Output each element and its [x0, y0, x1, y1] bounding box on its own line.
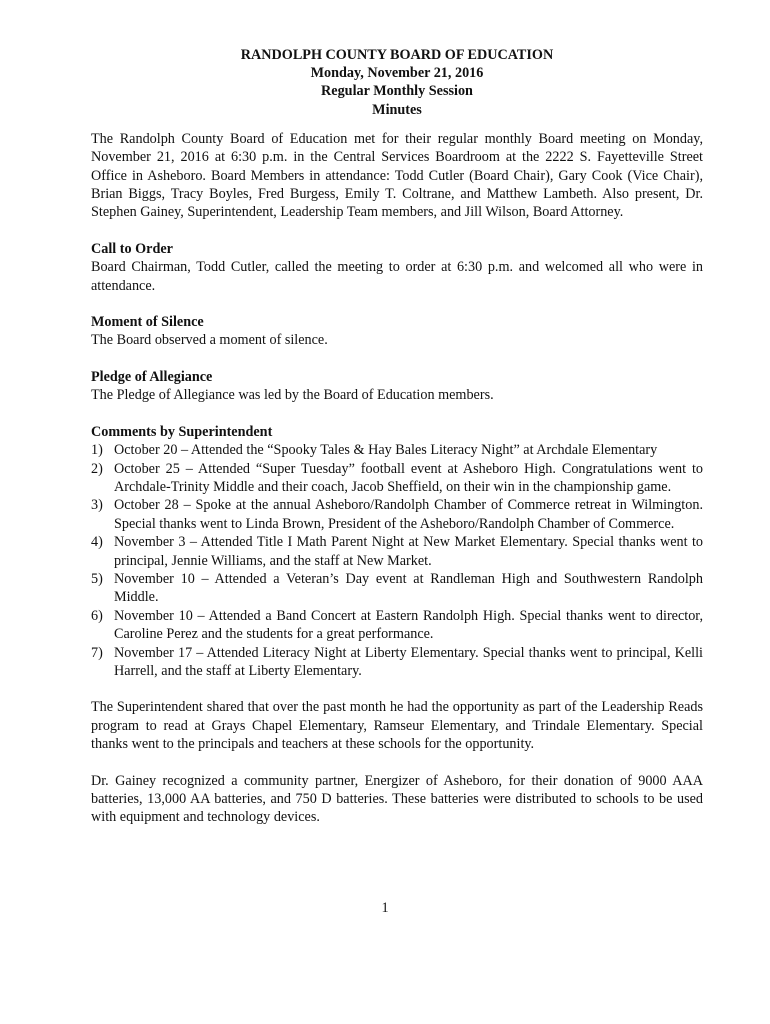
document-header: [91, 46, 703, 119]
section-body: Board Chairman, Todd Cutler, called the meeting to order at 6:30 p.m. and welcomed all who were in attendance.: [91, 259, 703, 294]
list-item: [91, 460, 703, 497]
list-item: [91, 644, 703, 681]
section-moment-of-silence: [91, 313, 703, 350]
section-heading: Pledge of Allegiance: [91, 368, 213, 385]
intro-paragraph: The Randolph County Board of Education met for their regular monthly Board meeting on Monday, November 21, 2016 at 6:30 p.m. in the Central Services Boardroom at the 2222 S. Fayetteville Street Office in Asheboro. Board Members in attendance: Todd Cutler (Board Chair), Gary Cook (Vice Chair), Brian Biggs, Tracy Boyles, Fred Burgess, Emily T. Coltrane, and Matthew Lambeth. Also present, Dr. Stephen Gainey, Superintendent, Leadership Team members, and Jill Wilson, Board Attorney.: [91, 130, 703, 221]
document-page: [91, 46, 703, 827]
list-item: [91, 533, 703, 570]
list-item-text: November 10 – Attended a Band Concert at Eastern Randolph High. Special thanks went to director, Caroline Perez and the students for a great performance.: [114, 607, 703, 643]
comments-list: [91, 441, 703, 680]
list-item-text: October 25 – Attended “Super Tuesday” football event at Asheboro High. Congratulations went to Archdale-Trinity Middle and their coach, Jacob Sheffield, on their win in the championship game.: [114, 460, 703, 495]
list-item: [91, 607, 703, 644]
list-item: [91, 570, 703, 607]
list-item-text: November 3 – Attended Title I Math Parent Night at New Market Elementary. Special thanks went to principal, Jennie Williams, and the staff at New Market.: [114, 534, 703, 569]
section-call-to-order: [91, 240, 703, 295]
list-item: [91, 441, 703, 459]
list-item-number: 7): [91, 644, 103, 661]
section-heading: Comments by Superintendent: [91, 423, 273, 440]
section-body: The Board observed a moment of silence.: [91, 332, 328, 349]
list-item-number: 3): [91, 497, 103, 514]
section-pledge: [91, 368, 703, 405]
list-item-text: October 28 – Spoke at the annual Asheboro/Randolph Chamber of Commerce retreat in Wilmington. Special thanks went to Linda Brown, President of the Asheboro/Randolph Chamber of Commerce.: [114, 497, 703, 532]
list-item: [91, 496, 703, 533]
list-item-number: 2): [91, 460, 103, 477]
section-superintendent-comments: [91, 423, 703, 681]
list-item-text: November 17 – Attended Literacy Night at Liberty Elementary. Special thanks went to principal, Kelli Harrell, and the staff at Liberty Elementary.: [114, 644, 703, 679]
list-item-number: 5): [91, 570, 103, 587]
section-body: The Pledge of Allegiance was led by the Board of Education members.: [91, 387, 494, 404]
list-item-number: 1): [91, 442, 103, 459]
community-partner-paragraph: Dr. Gainey recognized a community partner, Energizer of Asheboro, for their donation of 9000 AAA batteries, 13,000 AA batteries, and 750 D batteries. These batteries were distributed to schools to be used with equipment and technology devices.: [91, 772, 703, 826]
header-organization: RANDOLPH COUNTY BOARD OF EDUCATION: [240, 47, 554, 63]
list-item-text: November 10 – Attended a Veteran’s Day event at Randleman High and Southwestern Randolph Middle.: [114, 570, 703, 606]
leadership-reads-paragraph: The Superintendent shared that over the past month he had the opportunity as part of the Leadership Reads program to read at Grays Chapel Elementary, Ramseur Elementary, and Trindale Elementary. Special thanks went to the principals and teachers at these schools for the opportunity.: [91, 699, 703, 753]
list-item-text: October 20 – Attended the “Spooky Tales & Hay Bales Literacy Night” at Archdale Elementary: [114, 442, 658, 459]
list-item-number: 4): [91, 534, 103, 551]
header-doc-type: Minutes: [372, 101, 422, 118]
page-number: 1: [381, 900, 389, 916]
header-session: Regular Monthly Session: [321, 83, 473, 100]
section-heading: Call to Order: [91, 240, 173, 257]
section-heading: Moment of Silence: [91, 314, 204, 331]
list-item-number: 6): [91, 607, 103, 624]
header-date: Monday, November 21, 2016: [310, 65, 484, 82]
